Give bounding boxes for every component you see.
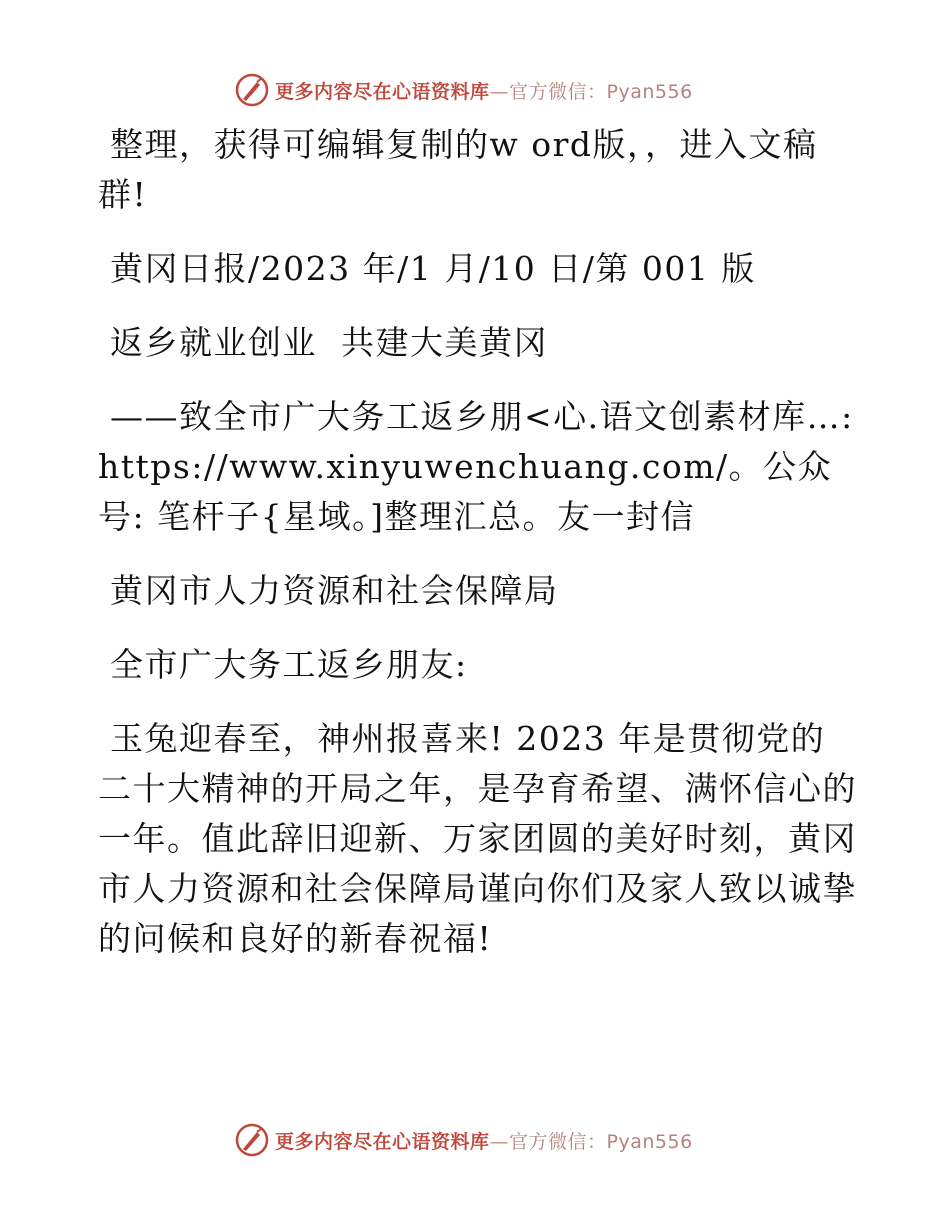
- watermark-wechat-label: 官方微信：: [509, 80, 607, 103]
- article-title: 返乡就业创业 共建大美黄冈: [98, 323, 548, 362]
- intro-paragraph: 整理，获得可编辑复制的w ord版，，进入文稿群!: [98, 125, 818, 214]
- footer-watermark: [235, 1122, 715, 1158]
- document-body: [98, 120, 866, 964]
- quill-logo-icon: [235, 1123, 269, 1157]
- quill-logo-icon: [235, 73, 269, 107]
- article-subtitle: ——致全市广大务工返乡朋<心.语文创素材库…: https://www.xinyuwenchuang.com/。公众号: 笔杆子{星域。]整理汇总。友一封信: [98, 397, 866, 536]
- watermark-separator: —: [489, 1130, 510, 1153]
- header-watermark: [235, 72, 715, 108]
- watermark-wechat-id: Pyan556: [606, 1130, 693, 1153]
- salutation: 全市广大务工返乡朋友:: [98, 645, 468, 684]
- source-line: 黄冈日报/2023 年/1 月/10 日/第 001 版: [98, 249, 756, 288]
- watermark-wechat-label: 官方微信：: [509, 1130, 607, 1153]
- watermark-title: 更多内容尽在心语资料库: [275, 80, 490, 103]
- watermark-wechat-id: Pyan556: [606, 80, 693, 103]
- watermark-text: [275, 77, 693, 104]
- watermark-text: [275, 1127, 693, 1154]
- watermark-separator: —: [489, 80, 510, 103]
- body-paragraph: 玉兔迎春至，神州报喜来! 2023 年是贯彻党的二十大精神的开局之年，是孕育希望、满怀信心的一年。值此辞旧迎新、万家团圆的美好时刻，黄冈市人力资源和社会保障局谨向你们及家人致以诚挚的问候和良好的新春祝福!: [98, 719, 857, 958]
- watermark-title: 更多内容尽在心语资料库: [275, 1130, 490, 1153]
- author-line: 黄冈市人力资源和社会保障局: [98, 571, 559, 610]
